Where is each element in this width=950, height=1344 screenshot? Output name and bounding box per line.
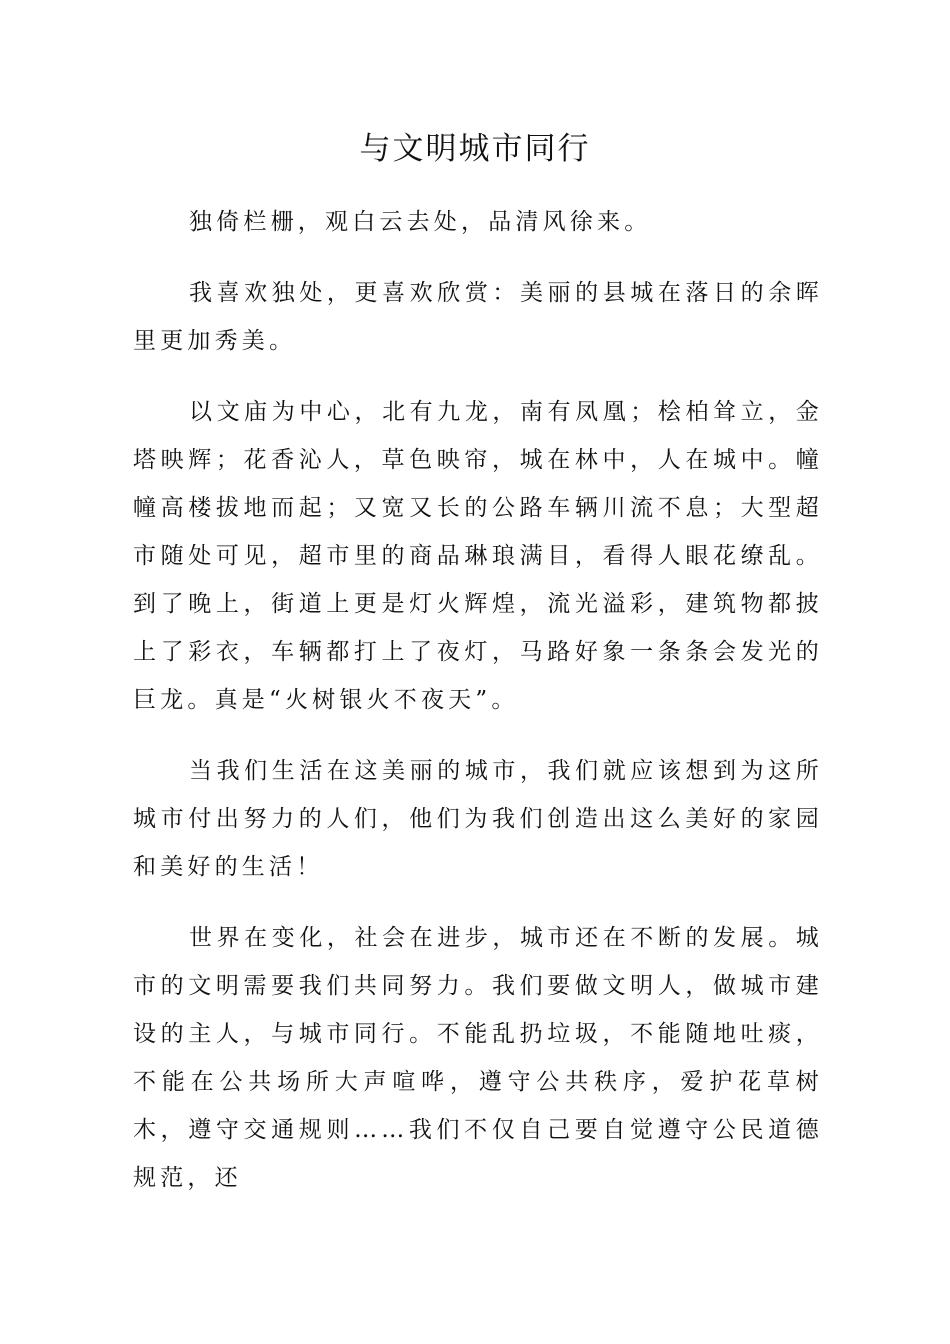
paragraph-4: 当我们生活在这美丽的城市，我们就应该想到为这所城市付出努力的人们，他们为我们创造出这么美好的家园和美好的生活！ (133, 758, 823, 880)
paragraph-2: 我喜欢独处，更喜欢欣赏：美丽的县城在落日的余晖里更加秀美。 (133, 280, 823, 354)
paragraph-1: 独倚栏栅，观白云去处，品清风徐来。 (189, 209, 652, 235)
paragraph-5: 世界在变化，社会在进步，城市还在不断的发展。城市的文明需要我们共同努力。我们要做文明人，做城市建设的主人，与城市同行。不能乱扔垃圾，不能随地吐痰，不能在公共场所大声喧哗，遵守公共秩序，爱护花草树木，遵守交通规则……我们不仅自己要自觉遵守公民道德规范，还 (133, 925, 823, 1191)
document-title: 与文明城市同行 (359, 131, 591, 167)
document-body (133, 198, 823, 1225)
paragraph-3: 以文庙为中心，北有九龙，南有凤凰；桧柏耸立，金塔映辉；花香沁人，草色映帘，城在林中，人在城中。幢幢高楼拔地而起；又宽又长的公路车辆川流不息；大型超市随处可见，超市里的商品琳琅满目，看得人眼花缭乱。到了晚上，街道上更是灯火辉煌，流光溢彩，建筑物都披上了彩衣，车辆都打上了夜灯，马路好象一条条会发光的巨龙。真是“火树银火不夜天”。 (133, 399, 823, 713)
